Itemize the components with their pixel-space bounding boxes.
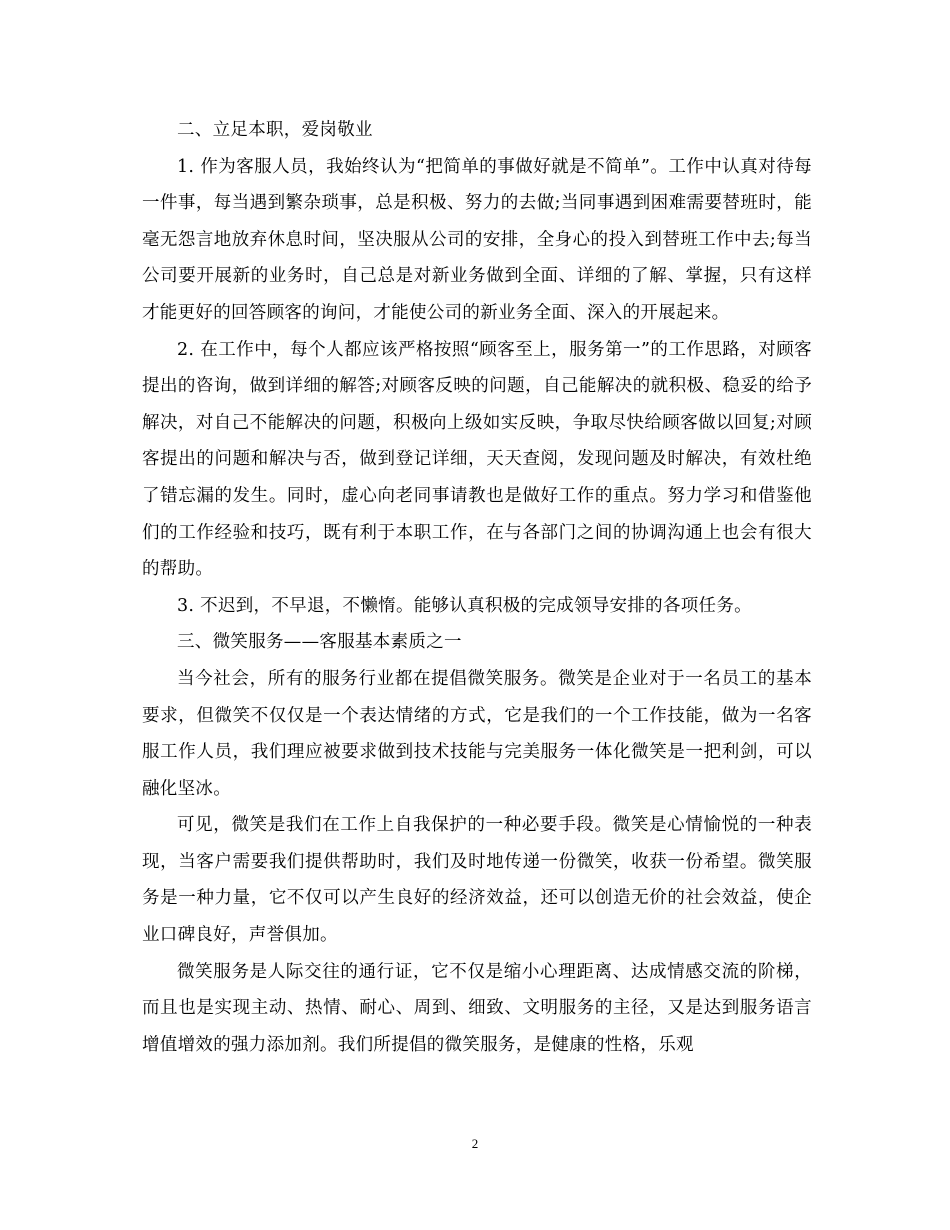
section-heading-two: 二、立足本职，爱岗敬业: [177, 120, 373, 140]
paragraph-item-1: 1. 作为客服人员，我始终认为“把简单的事做好就是不简单”。工作中认真对待每一件事，每当遇到繁杂琐事，总是积极、努力的去做;当同事遇到困难需要替班时，能毫无怨言地放弃休息时间，坚决服从公司的安排，全身心的投入到替班工作中去;每当公司要开展新的业务时，自己总是对新业务做到全面、详细的了解、掌握，只有这样才能更好的回答顾客的询问，才能使公司的新业务全面、深入的开展起来。: [142, 156, 812, 323]
page-number: 2: [471, 1136, 479, 1151]
paragraph-smile-protection: 可见，微笑是我们在工作上自我保护的一种必要手段。微笑是心情愉悦的一种表现，当客户需要我们提供帮助时，我们及时地传递一份微笑，收获一份希望。微笑服务是一种力量，它不仅可以产生良好的经济效益，还可以创造无价的社会效益，使企业口碑良好，声誉俱加。: [142, 815, 812, 946]
section-heading-three: 三、微笑服务——客服基本素质之一: [177, 632, 462, 653]
paragraph-smile-society: 当今社会，所有的服务行业都在提倡微笑服务。微笑是企业对于一名员工的基本要求，但微笑不仅仅是一个表达情绪的方式，它是我们的一个工作技能，做为一名客服工作人员，我们理应被要求做到技术技能与完美服务一体化微笑是一把利剑，可以融化坚冰。: [142, 668, 812, 799]
paragraph-item-2: 2. 在工作中，每个人都应该严格按照“顾客至上，服务第一”的工作思路，对顾客提出的咨询，做到详细的解答;对顾客反映的问题，自己能解决的就积极、稳妥的给予解决，对自己不能解决的问题，积极向上级如实反映，争取尽快给顾客做以回复;对顾客提出的问题和解决与否，做到登记详细，天天查阅，发现问题及时解决，有效杜绝了错忘漏的发生。同时，虚心向老同事请教也是做好工作的重点。努力学习和借鉴他们的工作经验和技巧，既有利于本职工作，在与各部门之间的协调沟通上也会有很大的帮助。: [142, 339, 812, 580]
document-body: [142, 112, 812, 1063]
paragraph-smile-passport: 微笑服务是人际交往的通行证，它不仅是缩小心理距离、达成情感交流的阶梯，而且也是实现主动、热情、耐心、周到、细致、文明服务的主径，又是达到服务语言增值增效的强力添加剂。我们所提倡的微笑服务，是健康的性格，乐观: [142, 961, 812, 1055]
paragraph-item-3: 3. 不迟到，不早退，不懒惰。能够认真积极的完成领导安排的各项任务。: [177, 595, 752, 616]
